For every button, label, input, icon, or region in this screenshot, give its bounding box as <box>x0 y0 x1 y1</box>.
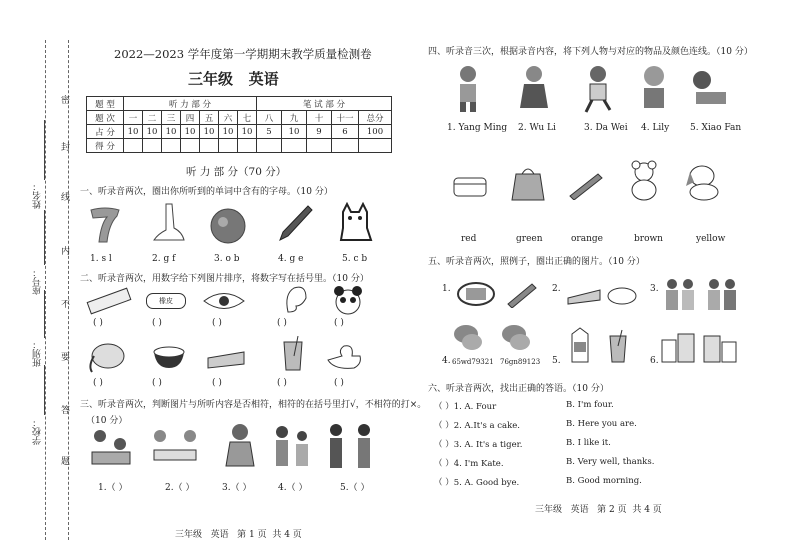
q5-label: 1. <box>442 284 451 294</box>
q1-option[interactable]: 1. s l <box>90 254 112 264</box>
table-cell: 七 <box>238 111 257 125</box>
table-cell: 题 型 <box>87 97 124 111</box>
listening-heading: 听 力 部 分（70 分） <box>186 166 287 178</box>
foot-image <box>148 202 188 244</box>
q6-option-a[interactable]: （ ）3. A. It's a tiger. <box>434 440 523 450</box>
juice-image <box>278 336 308 374</box>
name-field-label: 姓名： <box>33 182 43 209</box>
q3-score: （10 分） <box>86 416 128 426</box>
score-table-row <box>87 125 392 139</box>
color-label: green <box>516 234 543 244</box>
score-input-cell[interactable] <box>359 139 392 153</box>
score-input-cell[interactable] <box>200 139 219 153</box>
q6-option-b[interactable]: B. I'm four. <box>566 400 614 410</box>
table-cell: 10 <box>181 125 200 139</box>
kids-group-a-image[interactable] <box>662 276 700 314</box>
table-cell: 听 力 部 分 <box>124 97 257 111</box>
wechat-icon[interactable] <box>500 322 532 352</box>
buildings-a-image[interactable] <box>660 330 698 364</box>
table-cell: 八 <box>257 111 282 125</box>
answer-paren[interactable]: ( ) <box>334 318 344 328</box>
answer-paren[interactable]: ( ) <box>212 318 222 328</box>
seal-char: 题 <box>61 457 71 467</box>
teddy-bear-image <box>624 160 664 202</box>
person-label: 5. Xiao Fan <box>690 123 742 133</box>
score-input-cell[interactable] <box>307 139 332 153</box>
score-table-row <box>87 111 392 125</box>
table-cell: 九 <box>282 111 307 125</box>
q1-option[interactable]: 5. c b <box>342 254 368 264</box>
q4-title: 四、听录音三次，根据录音内容，将下列人物与对应的物品及颜色连线。（10 分） <box>428 47 753 57</box>
person-label: 1. Yang Ming <box>447 123 508 133</box>
q3-answer[interactable]: 5.（ ） <box>340 483 370 493</box>
seal-char: 线 <box>61 193 71 203</box>
score-input-cell[interactable] <box>181 139 200 153</box>
q6-option-a[interactable]: （ ）1. A. Four <box>434 402 497 412</box>
table-cell: 10 <box>238 125 257 139</box>
table-cell: 二 <box>143 111 162 125</box>
score-input-cell[interactable] <box>143 139 162 153</box>
q6-option-a[interactable]: （ ）2. A.It's a cake. <box>434 421 521 431</box>
person-label: 3. Da Wei <box>584 123 628 133</box>
school-field-label: 学校： <box>33 418 43 445</box>
table-cell: 占 分 <box>87 125 124 139</box>
table-cell: 10 <box>124 125 143 139</box>
buildings-b-image[interactable] <box>702 330 740 364</box>
rice-bowl-image <box>150 342 188 372</box>
table-cell: 十一 <box>332 111 359 125</box>
phone-number-2: 76gn89123 <box>500 358 541 366</box>
q5-label: 4. <box>442 356 451 366</box>
score-input-cell[interactable] <box>238 139 257 153</box>
q6-option-a[interactable]: （ ）4. I'm Kate. <box>434 459 504 469</box>
table-cell: 5 <box>257 125 282 139</box>
pencil-image <box>566 170 606 200</box>
cat-image <box>335 202 375 244</box>
answer-paren[interactable]: ( ) <box>277 378 287 388</box>
score-input-cell[interactable] <box>219 139 238 153</box>
seal-char: 密 <box>61 96 71 106</box>
table-cell: 得 分 <box>87 139 124 153</box>
handshake-image <box>324 422 376 470</box>
boy-yang-ming-image <box>450 64 486 114</box>
ruler-image <box>86 287 132 315</box>
wechat-icon[interactable] <box>452 322 484 352</box>
kids-eating-image <box>150 426 200 466</box>
seal-char: 不 <box>61 300 71 310</box>
table-cell: 四 <box>181 111 200 125</box>
answer-paren[interactable]: ( ) <box>152 378 162 388</box>
score-table-row <box>87 139 392 153</box>
seat-field[interactable] <box>44 210 45 265</box>
answer-paren[interactable]: ( ) <box>93 378 103 388</box>
score-input-cell[interactable] <box>162 139 181 153</box>
answer-paren[interactable]: ( ) <box>152 318 162 328</box>
cake-option-image[interactable] <box>564 284 604 308</box>
table-cell: 六 <box>219 111 238 125</box>
elephant-image <box>86 338 130 374</box>
pencil-case-image <box>450 172 490 202</box>
q5-label: 6. <box>650 356 659 366</box>
q6-option-b[interactable]: B. Here you are. <box>566 419 637 429</box>
kids-table-image <box>88 428 134 468</box>
panda-image <box>332 284 364 316</box>
eraser-image <box>146 293 186 309</box>
q2-title: 二、听录音两次，用数字给下列图片排序，将数字写在括号里。（10 分） <box>80 274 369 284</box>
letter-seven-image <box>87 204 123 244</box>
color-label: red <box>461 234 477 244</box>
table-cell: 十 <box>307 111 332 125</box>
color-label: yellow <box>696 234 726 244</box>
q6-option-b[interactable]: B. Very well, thanks. <box>566 457 655 467</box>
answer-paren[interactable]: ( ) <box>334 378 344 388</box>
answer-paren[interactable]: ( ) <box>212 378 222 388</box>
duck-image <box>324 340 364 372</box>
q1-option[interactable]: 2. g f <box>152 254 176 264</box>
schoolbag-image <box>508 164 548 204</box>
subject-title: 三年级 英语 <box>188 70 279 88</box>
seal-char: 封 <box>61 143 71 153</box>
table-cell: 五 <box>200 111 219 125</box>
boy-da-wei-image <box>580 64 616 114</box>
seat-field-label: 座号： <box>33 268 43 295</box>
table-cell: 10 <box>162 125 181 139</box>
dog-image <box>682 160 724 202</box>
cake-image <box>204 346 248 372</box>
table-cell: 三 <box>162 111 181 125</box>
answer-paren[interactable]: ( ) <box>93 318 103 328</box>
score-table-row <box>87 97 392 111</box>
score-input-cell[interactable] <box>282 139 307 153</box>
class-field[interactable] <box>44 290 45 338</box>
table-cell: 总分 <box>359 111 392 125</box>
milk-box-image[interactable] <box>568 326 592 364</box>
year-title: 2022—2023 学年度第一学期期末教学质量检测卷 <box>114 47 372 61</box>
color-label: brown <box>634 234 663 244</box>
q3-answer[interactable]: 2.（ ） <box>165 483 195 493</box>
q3-answer[interactable]: 3.（ ） <box>222 483 252 493</box>
q3-answer[interactable]: 4.（ ） <box>278 483 308 493</box>
class-field-label: 班别： <box>33 340 43 367</box>
table-cell: 100 <box>359 125 392 139</box>
table-cell: 题 次 <box>87 111 124 125</box>
q1-option[interactable]: 3. o b <box>214 254 240 264</box>
score-table <box>86 96 392 153</box>
seal-char: 要 <box>61 353 71 363</box>
name-field[interactable] <box>44 120 45 180</box>
q3-title: 三、听录音两次，判断图片与所听内容是否相符，相符的在括号里打√，不相符的打×。 <box>80 400 427 410</box>
orange-image <box>206 204 250 244</box>
school-field[interactable] <box>44 365 45 415</box>
girl-wu-li-image <box>516 64 552 114</box>
q5-title: 五、听录音两次，照例子，圈出正确的图片。（10 分） <box>428 257 645 267</box>
person-label: 4. Lily <box>641 123 670 133</box>
table-cell: 10 <box>282 125 307 139</box>
mirror-image[interactable] <box>456 280 496 308</box>
boy-xiao-fan-image <box>688 68 728 112</box>
ear-image <box>280 284 310 316</box>
table-cell: 10 <box>219 125 238 139</box>
girl-lily-image <box>636 64 672 114</box>
q6-title: 六、听录音两次，找出正确的答语。（10 分） <box>428 384 609 394</box>
score-input-cell[interactable] <box>257 139 282 153</box>
girl-image <box>220 422 260 468</box>
left-page-footer: 三年级 英语 第 1 页 共 4 页 <box>175 530 302 540</box>
people-shopping-image <box>270 424 314 470</box>
q5-label: 3. <box>650 284 659 294</box>
seal-line-outer <box>45 40 46 540</box>
pen-option-image[interactable] <box>504 280 538 308</box>
q1-option[interactable]: 4. g e <box>278 254 304 264</box>
table-cell: 一 <box>124 111 143 125</box>
q5-label: 2. <box>552 284 561 294</box>
q6-option-a[interactable]: （ ）5. A. Good bye. <box>434 478 520 488</box>
kids-group-b-image[interactable] <box>704 276 742 314</box>
table-cell: 9 <box>307 125 332 139</box>
rice-option-image[interactable] <box>606 284 638 308</box>
table-cell: 10 <box>200 125 219 139</box>
q6-option-b[interactable]: B. Good morning. <box>566 476 642 486</box>
table-cell: 6 <box>332 125 359 139</box>
eye-image <box>202 288 246 314</box>
pen-image <box>274 202 314 244</box>
table-cell: 10 <box>143 125 162 139</box>
person-label: 2. Wu Li <box>518 123 556 133</box>
table-cell: 笔 试 部 分 <box>257 97 392 111</box>
juice-option-image[interactable] <box>606 328 630 366</box>
q6-option-b[interactable]: B. I like it. <box>566 438 611 448</box>
seal-char: 答 <box>61 406 71 416</box>
score-input-cell[interactable] <box>124 139 143 153</box>
phone-number-1: 65wd79321 <box>452 358 494 366</box>
score-input-cell[interactable] <box>332 139 359 153</box>
right-page-footer: 三年级 英语 第 2 页 共 4 页 <box>535 505 662 515</box>
color-label: orange <box>571 234 603 244</box>
eraser-label: 橡皮 <box>159 297 173 305</box>
q1-title: 一、听录音两次，圈出你所听到的单词中含有的字母。（10 分） <box>80 187 333 197</box>
answer-paren[interactable]: ( ) <box>277 318 287 328</box>
q5-label: 5. <box>552 356 561 366</box>
q3-answer[interactable]: 1.（ ） <box>98 483 128 493</box>
seal-char: 内 <box>61 247 71 257</box>
